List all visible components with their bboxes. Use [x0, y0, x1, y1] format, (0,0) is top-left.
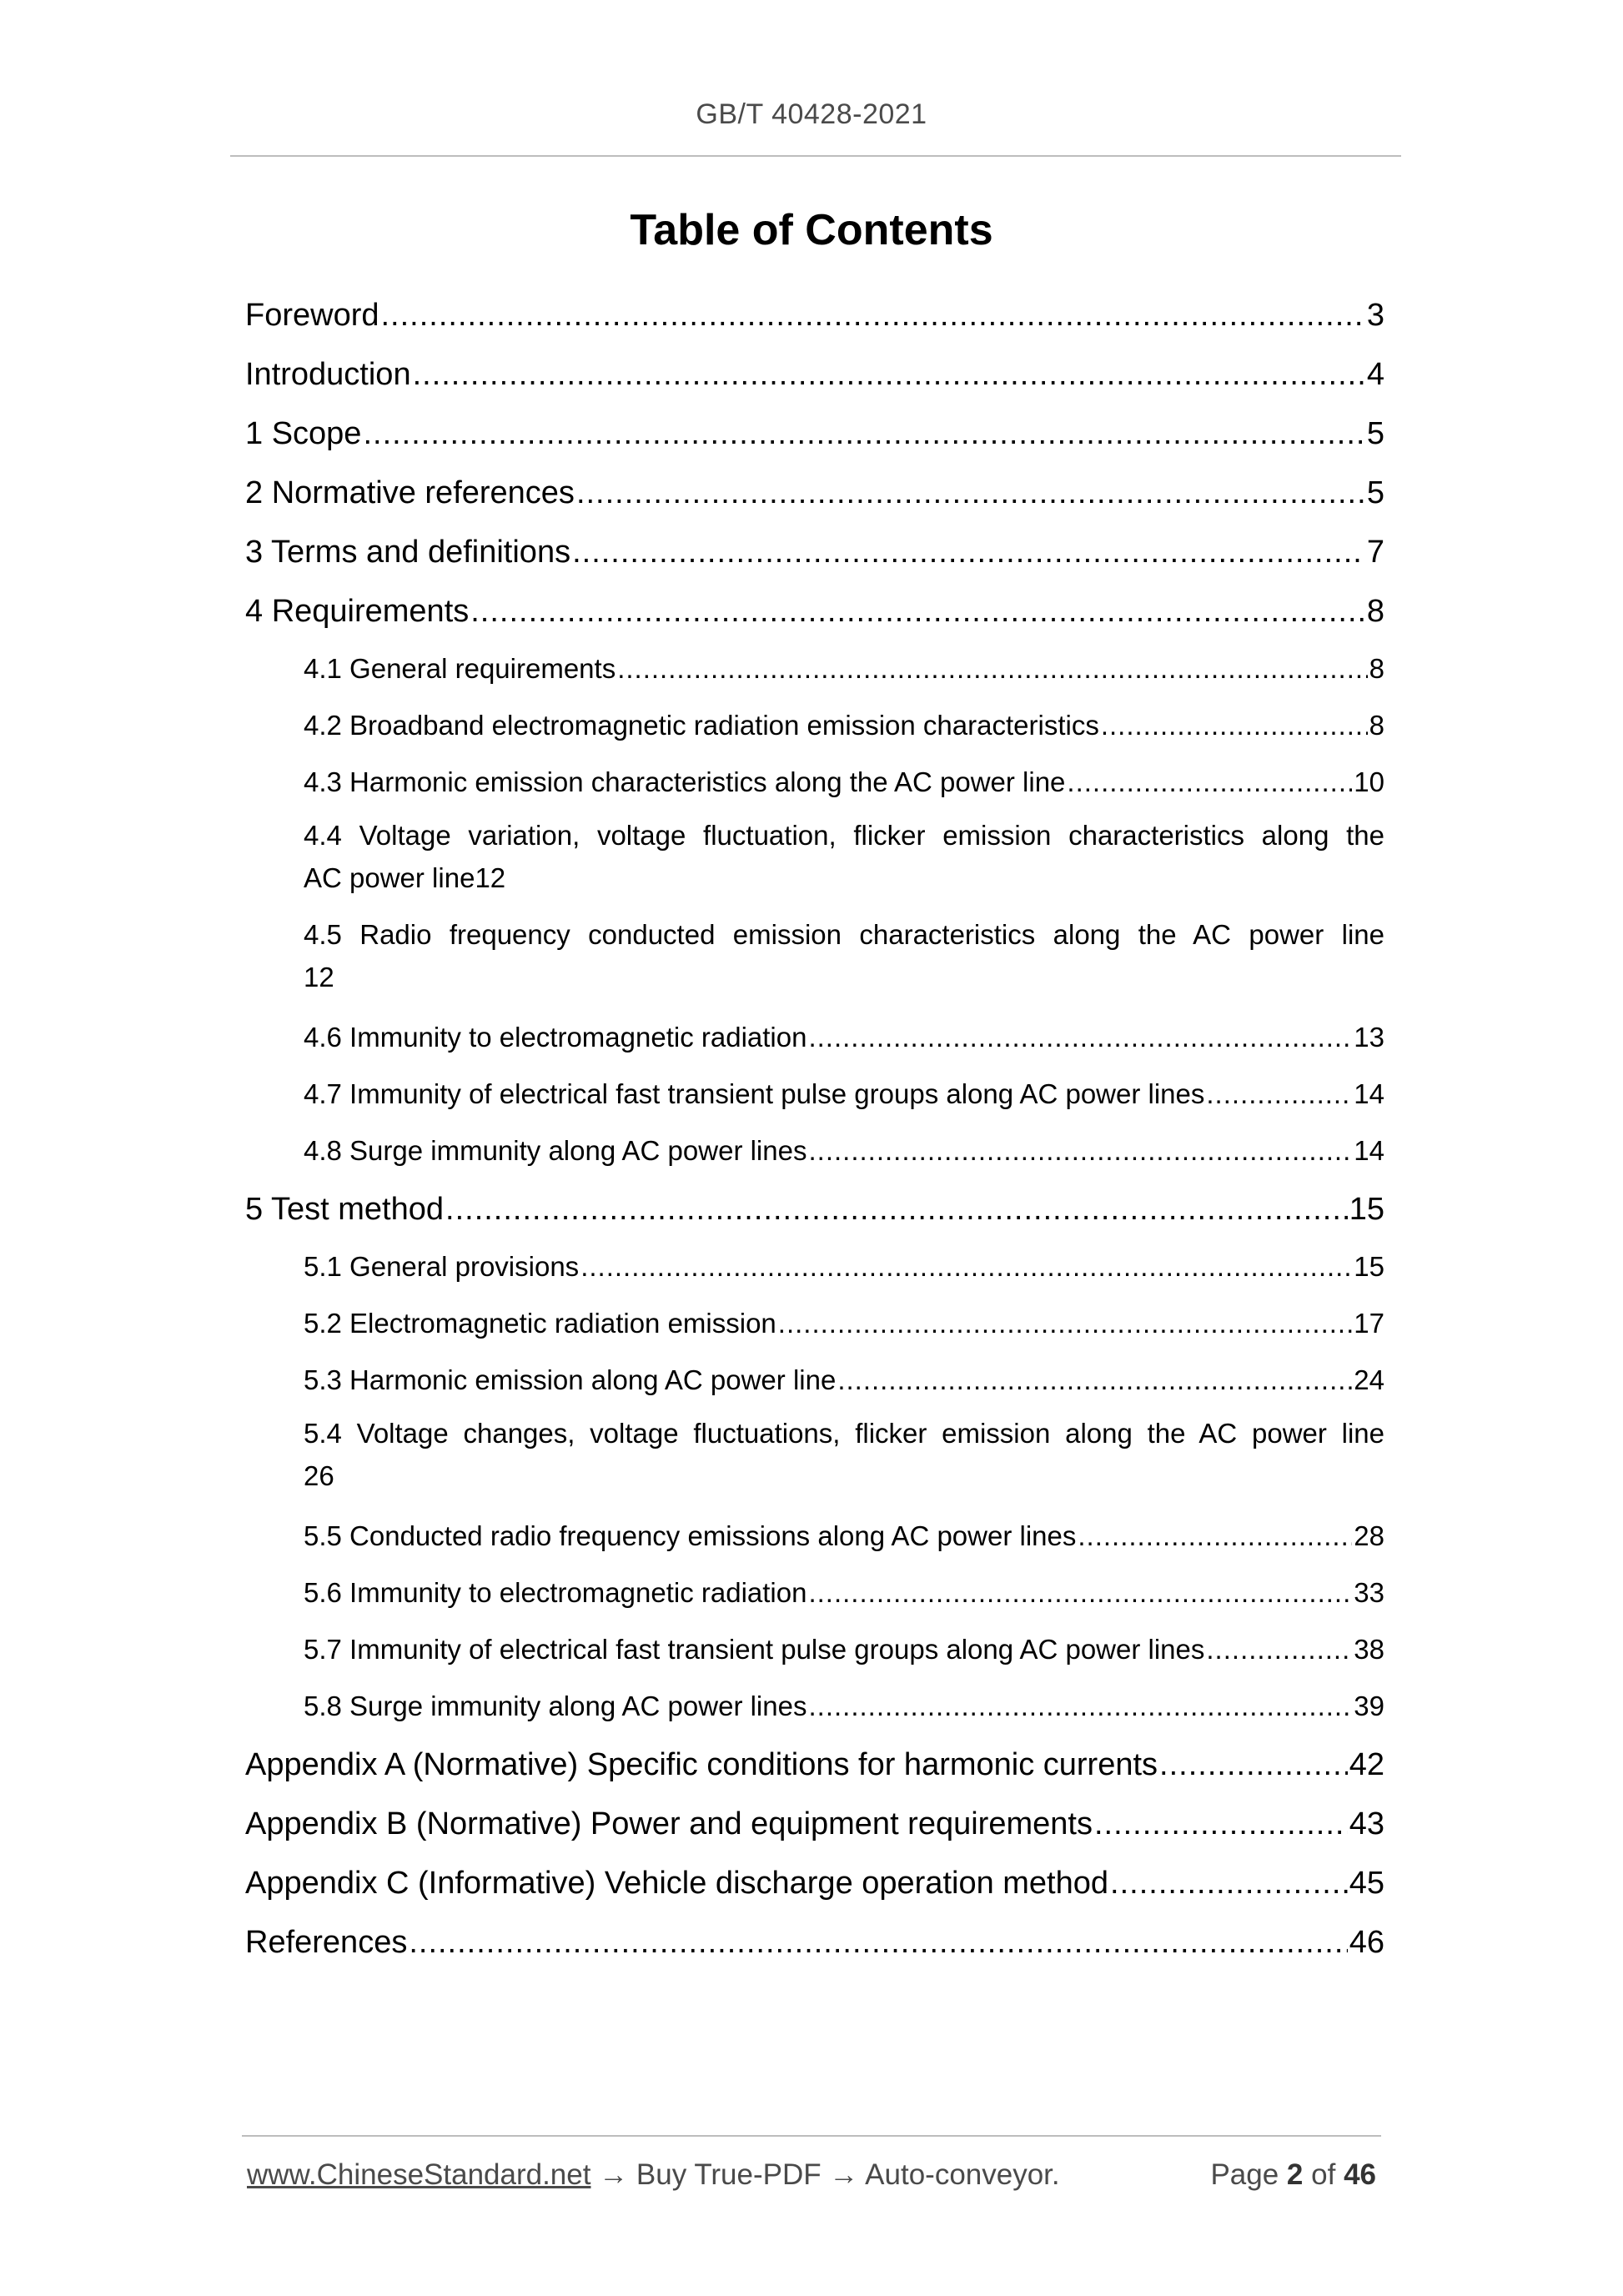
toc-page-number: 12 — [304, 962, 334, 992]
page-footer — [247, 2158, 1376, 2192]
toc-entry-4-6[interactable] — [245, 1012, 1384, 1069]
total-page-count: 46 — [1344, 2158, 1376, 2191]
page-word: Page — [1210, 2158, 1279, 2191]
dot-leader — [445, 1183, 1348, 1236]
toc-entry-label: 4.1 General requirements — [304, 653, 616, 684]
toc-page-number: 8 — [1366, 594, 1384, 629]
toc-page-number: 15 — [1349, 1192, 1384, 1227]
toc-page-number: 8 — [1369, 653, 1384, 684]
toc-entry-label: 1 Scope — [245, 416, 362, 451]
toc-page-number: 42 — [1349, 1747, 1384, 1782]
toc-entry-label: 4.8 Surge immunity along AC power lines — [304, 1135, 807, 1166]
toc-entry-5-1[interactable] — [245, 1242, 1384, 1299]
toc-page-number: 28 — [1354, 1520, 1384, 1551]
toc-page-number: 5 — [1366, 475, 1384, 510]
toc-entry-normative-references[interactable] — [245, 466, 1384, 525]
of-word: of — [1311, 2158, 1336, 2191]
toc-entry-5-7[interactable] — [245, 1625, 1384, 1681]
dot-leader — [808, 1681, 1352, 1731]
toc-page-number: 7 — [1366, 535, 1384, 570]
toc-entry-foreword[interactable] — [245, 289, 1384, 348]
toc-entry-label: 2 Normative references — [245, 475, 575, 510]
toc-entry-label: 4.2 Broadband electromagnetic radiation emission characteristics — [304, 710, 1099, 741]
toc-entry-label: Introduction — [245, 357, 411, 392]
website-link[interactable]: www.ChineseStandard.net — [247, 2158, 591, 2191]
toc-page-number: 24 — [1354, 1364, 1384, 1395]
toc-entry-5-3[interactable] — [245, 1355, 1384, 1412]
toc-entry-4-8[interactable] — [245, 1126, 1384, 1183]
toc-page-number: 8 — [1369, 710, 1384, 741]
dot-leader — [572, 525, 1365, 579]
toc-entry-5-4[interactable] — [245, 1412, 1384, 1511]
toc-page-number: 5 — [1366, 416, 1384, 451]
dot-leader — [1067, 757, 1352, 807]
dot-leader — [409, 1916, 1347, 1969]
toc-entry-label-line1: 5.4 Voltage changes, voltage fluctuations, flicker emission along the AC power line — [304, 1418, 1384, 1449]
toc-entry-label: Appendix B (Normative) Power and equipment requirements — [245, 1806, 1093, 1841]
toc-entry-4-3[interactable] — [245, 757, 1384, 814]
dot-leader — [808, 1568, 1352, 1618]
toc-page-number: 13 — [1354, 1022, 1384, 1053]
dot-leader — [1206, 1625, 1352, 1675]
toc-page-number: 14 — [1354, 1135, 1384, 1166]
page-indicator — [1210, 2158, 1376, 2192]
dot-leader — [381, 289, 1365, 342]
toc-entry-5-6[interactable] — [245, 1568, 1384, 1625]
toc-entry-requirements[interactable] — [245, 585, 1384, 644]
page-title: Table of Contents — [630, 206, 993, 254]
toc-entry-label: 5 Test method — [245, 1192, 445, 1227]
toc-entry-label: Appendix A (Normative) Specific conditions for harmonic currents — [245, 1747, 1158, 1782]
toc-entry-label: 4 Requirements — [245, 594, 470, 629]
dot-leader — [470, 585, 1365, 638]
toc-page-number: 45 — [1349, 1866, 1384, 1901]
toc-entry-label: 5.1 General provisions — [304, 1251, 580, 1282]
toc-page-number: 17 — [1354, 1308, 1384, 1339]
toc-entry-5-5[interactable] — [245, 1511, 1384, 1568]
dot-leader — [413, 348, 1365, 401]
toc-page-number: 15 — [1354, 1251, 1384, 1282]
toc-entry-4-1[interactable] — [245, 644, 1384, 701]
dot-leader — [576, 466, 1365, 520]
dot-leader — [778, 1299, 1352, 1349]
footer-divider — [242, 2135, 1381, 2137]
current-page-number: 2 — [1286, 2158, 1304, 2191]
toc-entry-5-8[interactable] — [245, 1681, 1384, 1738]
dot-leader — [580, 1242, 1352, 1292]
toc-page-number: 43 — [1349, 1806, 1384, 1841]
toc-entry-label: 5.2 Electromagnetic radiation emission — [304, 1308, 776, 1339]
toc-page-number: 10 — [1354, 766, 1384, 797]
toc-page-number: 14 — [1354, 1078, 1384, 1109]
toc-page-number: 38 — [1354, 1634, 1384, 1665]
dot-leader — [1110, 1856, 1348, 1910]
dot-leader — [1101, 701, 1368, 751]
toc-entry-introduction[interactable] — [245, 348, 1384, 407]
toc-entry-label: 5.5 Conducted radio frequency emissions along AC power lines — [304, 1520, 1077, 1551]
table-of-contents — [245, 289, 1384, 1975]
document-code: GB/T 40428-2021 — [696, 98, 927, 130]
toc-entry-5-2[interactable] — [245, 1299, 1384, 1355]
toc-entry-label: 4.3 Harmonic emission characteristics along the AC power line — [304, 766, 1066, 797]
toc-page-number: 39 — [1354, 1691, 1384, 1721]
toc-entry-label: 4.6 Immunity to electromagnetic radiation — [304, 1022, 807, 1053]
toc-entry-label-line2: AC power line — [304, 862, 475, 893]
toc-entry-4-4[interactable] — [245, 814, 1384, 913]
toc-page-number: 12 — [475, 862, 506, 893]
toc-entry-terms-definitions[interactable] — [245, 525, 1384, 585]
toc-page-number: 46 — [1349, 1925, 1384, 1960]
dot-leader — [363, 407, 1364, 460]
toc-entry-scope[interactable] — [245, 407, 1384, 466]
toc-entry-label: 5.6 Immunity to electromagnetic radiation — [304, 1577, 807, 1608]
header-divider — [230, 155, 1401, 157]
toc-entry-label: Appendix C (Informative) Vehicle discharge operation method — [245, 1866, 1109, 1901]
toc-entry-4-5[interactable] — [245, 913, 1384, 1012]
footer-tagline: → Buy True-PDF → Auto-conveyor. — [590, 2158, 1060, 2191]
toc-entry-label: Foreword — [245, 298, 379, 333]
dot-leader — [1159, 1738, 1348, 1791]
toc-page-number: 3 — [1366, 298, 1384, 333]
toc-entry-appendix-b[interactable] — [245, 1797, 1384, 1856]
toc-entry-label: 5.8 Surge immunity along AC power lines — [304, 1691, 807, 1721]
dot-leader — [1078, 1511, 1352, 1561]
toc-entry-label: 3 Terms and definitions — [245, 535, 571, 570]
toc-page-number: 33 — [1354, 1577, 1384, 1608]
dot-leader — [1206, 1069, 1352, 1119]
toc-entry-label: 5.3 Harmonic emission along AC power line — [304, 1364, 837, 1395]
toc-entry-appendix-a[interactable] — [245, 1738, 1384, 1797]
toc-entry-4-2[interactable] — [245, 701, 1384, 757]
toc-entry-references[interactable] — [245, 1916, 1384, 1975]
toc-page-number: 26 — [304, 1460, 334, 1491]
toc-entry-4-7[interactable] — [245, 1069, 1384, 1126]
dot-leader — [808, 1126, 1352, 1176]
toc-entry-label: 5.7 Immunity of electrical fast transient pulse groups along AC power lines — [304, 1634, 1205, 1665]
toc-entry-appendix-c[interactable] — [245, 1856, 1384, 1916]
toc-entry-label: 4.7 Immunity of electrical fast transient pulse groups along AC power lines — [304, 1078, 1205, 1109]
toc-entry-label-line1: 4.5 Radio frequency conducted emission characteristics along the AC power line — [304, 919, 1384, 950]
dot-leader — [617, 644, 1367, 694]
toc-entry-label-line1: 4.4 Voltage variation, voltage fluctuation, flicker emission characteristics along the — [304, 820, 1384, 851]
toc-entry-label: References — [245, 1925, 408, 1960]
toc-entry-test-method[interactable] — [245, 1183, 1384, 1242]
dot-leader — [1094, 1797, 1348, 1851]
toc-page-number: 4 — [1366, 357, 1384, 392]
dot-leader — [837, 1355, 1352, 1405]
dot-leader — [808, 1012, 1352, 1063]
